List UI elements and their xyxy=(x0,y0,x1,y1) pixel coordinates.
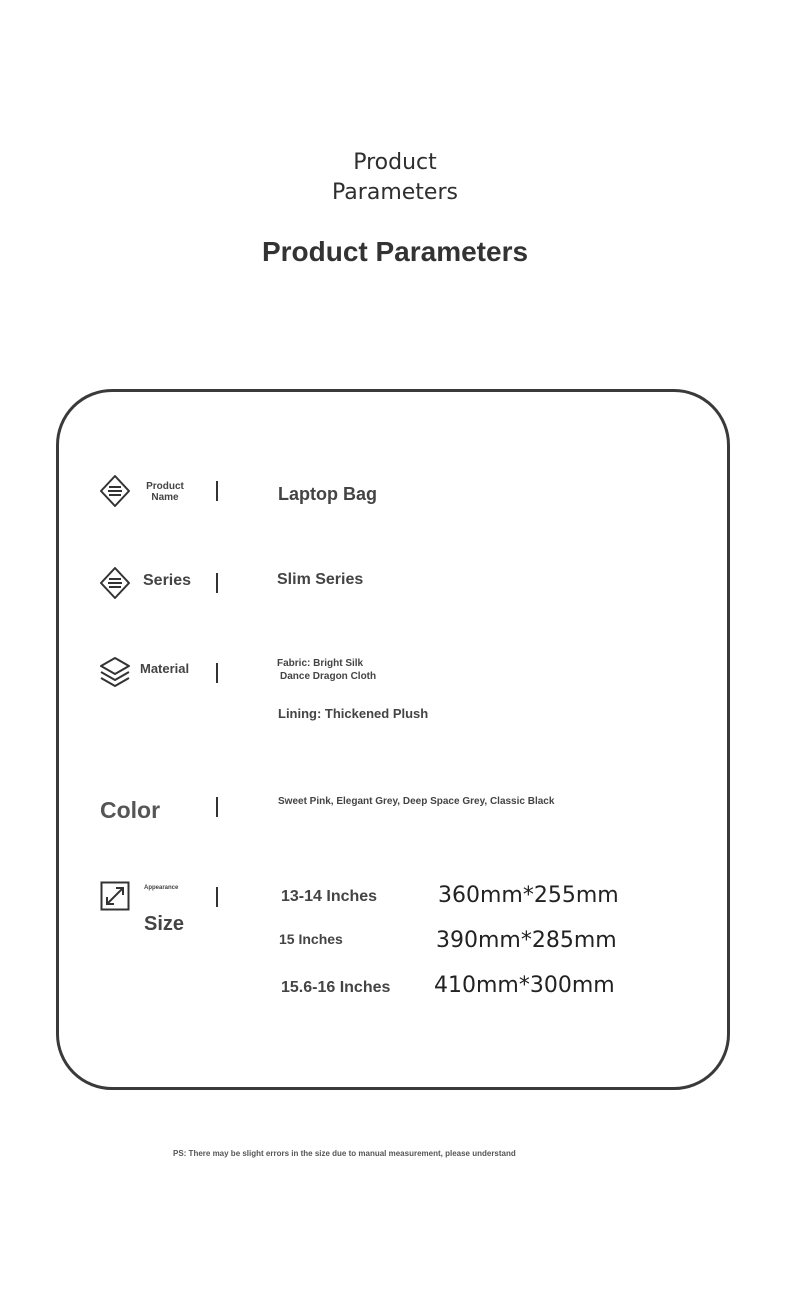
appearance-label: Appearance xyxy=(144,885,179,891)
size-label: Size xyxy=(144,913,185,935)
material-fabric-line2: Dance Dragon Cloth xyxy=(280,671,377,682)
size-row-2-dims: 390mm*285mm xyxy=(436,928,617,953)
footer-note: PS: There may be slight errors in the size due to manual measurement, please understand xyxy=(173,1149,516,1158)
diamond-lines-icon xyxy=(98,474,132,508)
series-value: Slim Series xyxy=(277,571,364,588)
material-fabric-line1: Fabric: Bright Silk xyxy=(277,658,364,669)
layers-icon xyxy=(98,655,132,689)
diamond-lines-icon xyxy=(98,566,132,600)
size-row-1-dims: 360mm*255mm xyxy=(438,883,619,908)
product-name-label xyxy=(136,481,194,503)
title-line-2: Parameters xyxy=(332,180,458,205)
product-name-value: Laptop Bag xyxy=(278,484,377,504)
title-line-1: Product xyxy=(353,150,437,175)
size-row-1-inches: 13-14 Inches xyxy=(281,888,378,905)
product-name-label-line2: Name xyxy=(151,492,179,503)
size-row-2-inches: 15 Inches xyxy=(279,931,343,947)
product-name-label-line1: Product xyxy=(146,481,184,492)
color-label: Color xyxy=(100,797,161,823)
color-value: Sweet Pink, Elegant Grey, Deep Space Grey, Classic Black xyxy=(278,796,555,807)
separator-bar xyxy=(216,663,218,683)
size-row-3-inches: 15.6-16 Inches xyxy=(281,979,391,996)
material-fabric xyxy=(277,657,376,683)
material-lining: Lining: Thickened Plush xyxy=(278,706,429,721)
material-label: Material xyxy=(140,661,190,676)
resize-diagonal-icon xyxy=(100,881,130,911)
separator-bar xyxy=(216,481,218,501)
separator-bar xyxy=(216,797,218,817)
page-title: Product Parameters xyxy=(261,236,529,267)
page-title-small xyxy=(0,148,790,208)
separator-bar xyxy=(216,887,218,907)
separator-bar xyxy=(216,573,218,593)
size-row-3-dims: 410mm*300mm xyxy=(434,973,615,998)
series-label: Series xyxy=(143,572,192,589)
